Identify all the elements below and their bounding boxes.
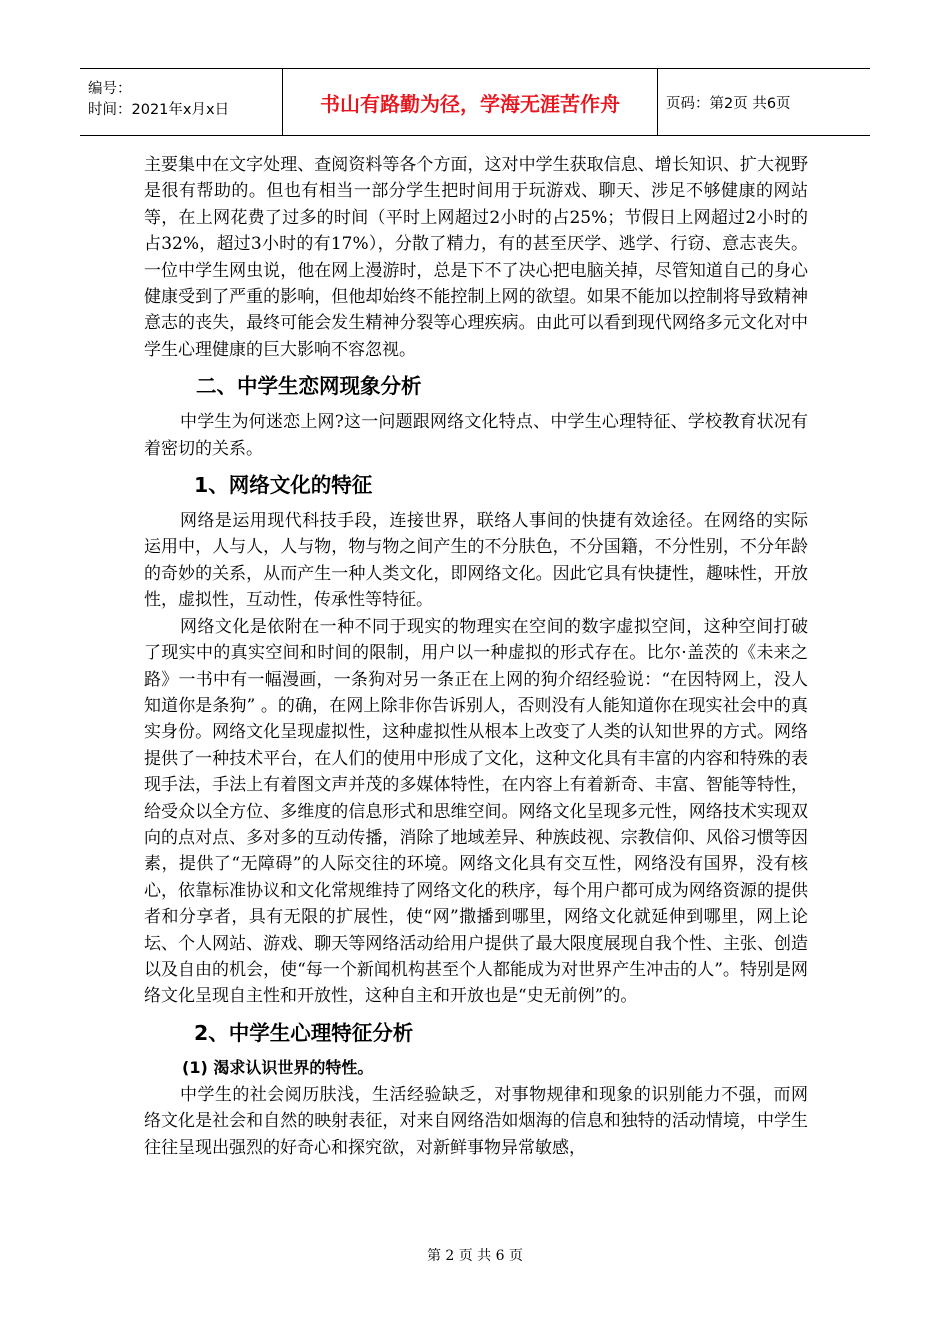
subsection-heading: 2、中学生心理特征分析 (194, 1020, 414, 1045)
header-page-label: 页码：第2页 共6页 (666, 95, 791, 112)
paragraph: 中学生为何迷恋上网?这一问题跟网络文化特点、中学生心理特征、学校教育状况有着密切的关系。 (144, 412, 808, 459)
subsection-heading: 1、网络文化的特征 (194, 473, 373, 498)
document-time-label: 时间：2021年x月x日 (88, 102, 230, 118)
page-header (80, 68, 870, 136)
point-heading: (1) 渴求认识世界的特性。 (182, 1057, 374, 1077)
document-number-label: 编号： (88, 81, 132, 97)
paragraph: 网络是运用现代科技手段，连接世界，联络人事间的快捷有效途径。在网络的实际运用中，人与人，人与物，物与物之间产生的不分肤色，不分国籍，不分性别，不分年龄的奇妙的关系，从而产生一种人类文化，即网络文化。因此它具有快捷性，趣味性，开放性，虚拟性，互动性，传承性等特征。 (144, 511, 808, 611)
document-body (144, 152, 808, 1161)
header-meta (80, 69, 282, 135)
paragraph: 网络文化是依附在一种不同于现实的物理实在空间的数字虚拟空间，这种空间打破了现实中的真实空间和时间的限制，用户以一种虚拟的形式存在。比尔·盖茨的《未来之路》一书中有一幅漫画，一条狗对另一条正在上网的狗介绍经验说：“在因特网上，没人知道你是条狗” 。的确，在网上除非你告诉别人，否则没有人能知道你在现实社会中的真实身份。网络文化呈现虚拟性，这种虚拟性从根本上改变了人类的认知世界的方式。网络提供了一种技术平台，在人们的使用中形成了文化，这种文化具有丰富的内容和特殊的表现手法，手法上有着图文声并茂的多媒体特性，在内容上有着新奇、丰富、智能等特性，给受众以全方位、多维度的信息形式和思维空间。网络文化呈现多元性，网络技术实现双向的点对点、多对多的互动传播，消除了地域差异、种族歧视、宗教信仰、风俗习惯等因素，提供了“无障碍”的人际交往的环境。网络文化具有交互性，网络没有国界，没有核心，依靠标准协议和文化常规维持了网络文化的秩序，每个用户都可成为网络资源的提供者和分享者，具有无限的扩展性，使“网”撒播到哪里，网络文化就延伸到哪里，网上论坛、个人网站、游戏、聊天等网络活动给用户提供了最大限度展现自我个性、主张、创造以及自由的机会，使“每一个新闻机构甚至个人都能成为对世界产生冲击的人”。特别是网络文化呈现自主性和开放性，这种自主和开放也是“史无前例”的。 (144, 616, 808, 1007)
header-motto: 书山有路勤为径，学海无涯苦作舟 (282, 69, 658, 135)
section-heading: 二、中学生恋网现象分析 (196, 374, 422, 399)
page-footer: 第 2 页 共 6 页 (426, 1248, 524, 1264)
paragraph: 主要集中在文字处理、查阅资料等各个方面，这对中学生获取信息、增长知识、扩大视野是很有帮助的。但也有相当一部分学生把时间用于玩游戏、聊天、涉足不够健康的网站等，在上网花费了过多的时间（平时上网超过2小时的占25%；节假日上网超过2小时的占32%，超过3小时的有17%），分散了精力，有的甚至厌学、逃学、行窃、意志丧失。一位中学生网虫说，他在网上漫游时，总是下不了决心把电脑关掉，尽管知道自己的身心健康受到了严重的影响，但他却始终不能控制上网的欲望。如果不能加以控制将导致精神意志的丧失，最终可能会发生精神分裂等心理疾病。由此可以看到现代网络多元文化对中学生心理健康的巨大影响不容忽视。 (144, 155, 808, 360)
paragraph: 中学生的社会阅历肤浅，生活经验缺乏，对事物规律和现象的识别能力不强，而网络文化是社会和自然的映射表征，对来自网络浩如烟海的信息和独特的活动情境，中学生往往呈现出强烈的好奇心和探究欲，对新鲜事物异常敏感， (144, 1084, 808, 1158)
